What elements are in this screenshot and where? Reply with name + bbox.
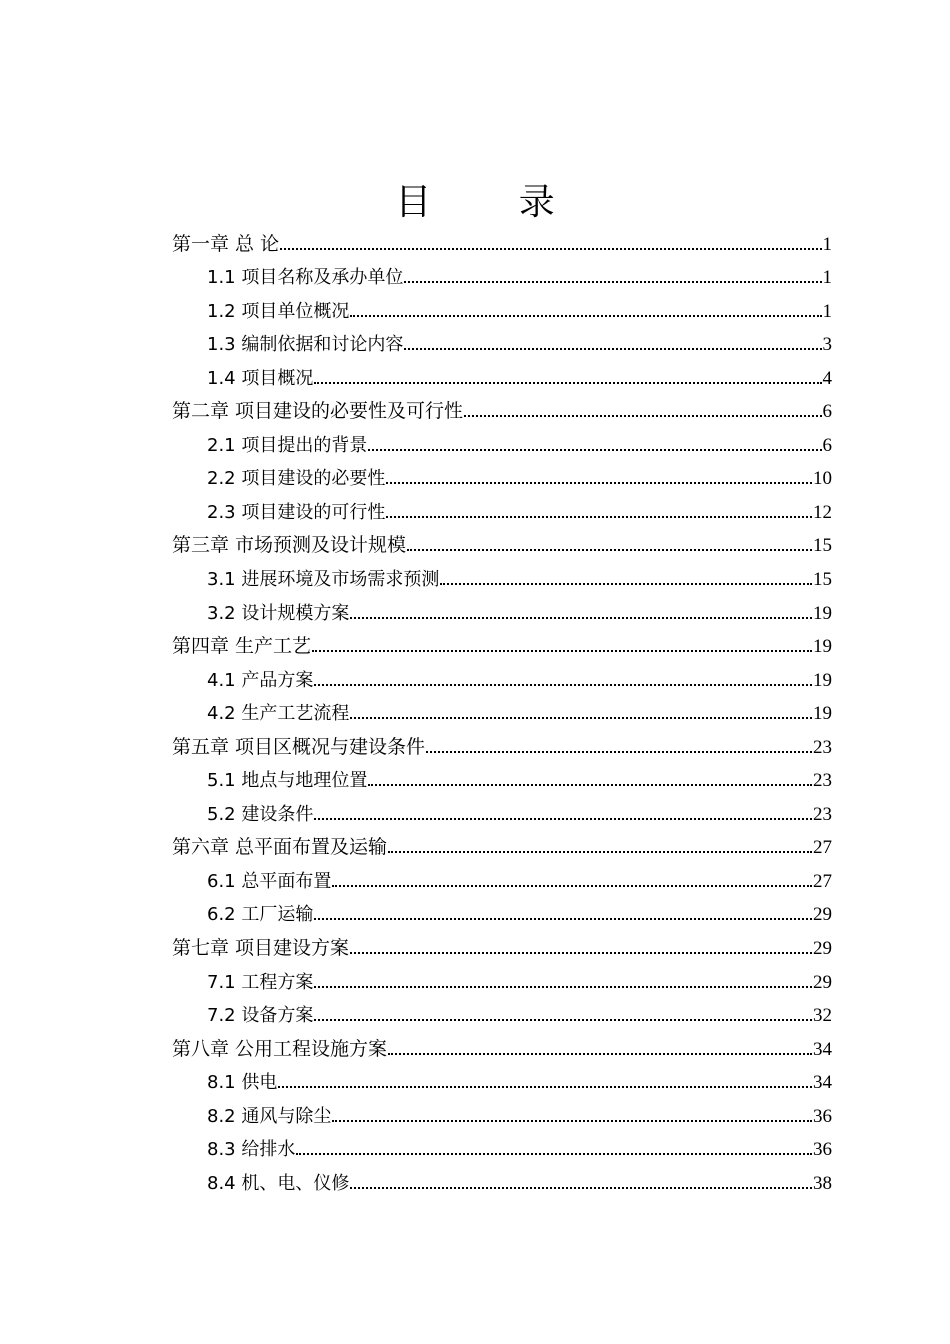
dot-leader — [386, 482, 812, 484]
toc-entry[interactable] — [172, 1165, 832, 1199]
toc-entry-page: 10 — [813, 468, 832, 490]
toc-entry-label: 3.2 设计规模方案 — [207, 602, 350, 624]
toc-entry-page: 32 — [813, 1005, 832, 1027]
dot-leader — [386, 516, 812, 518]
page-title: 目 录 — [395, 182, 593, 223]
dot-leader — [350, 1187, 812, 1189]
toc-entry[interactable] — [172, 998, 832, 1032]
dot-leader — [426, 751, 812, 753]
toc-entry[interactable] — [172, 863, 832, 897]
toc-entry-label: 第七章 项目建设方案 — [172, 937, 350, 960]
toc-entry[interactable] — [172, 964, 832, 998]
toc-entry-page: 4 — [822, 367, 832, 389]
toc-entry-label: 1.1 项目名称及承办单位 — [207, 267, 404, 289]
toc-entry-page: 1 — [822, 267, 832, 289]
toc-entry-label: 2.1 项目提出的背景 — [207, 434, 368, 456]
toc-entry[interactable] — [172, 696, 832, 730]
toc-entry[interactable] — [172, 461, 832, 495]
toc-entry-page: 3 — [822, 334, 832, 356]
toc-entry-label: 1.2 项目单位概况 — [207, 300, 350, 322]
toc-entry-page: 1 — [822, 300, 832, 322]
toc-entry[interactable] — [172, 1132, 832, 1166]
toc-entry-label: 第一章 总 论 — [172, 232, 280, 255]
toc-entry[interactable] — [172, 427, 832, 461]
toc-entry-label: 第五章 项目区概况与建设条件 — [172, 735, 426, 758]
toc-entry[interactable] — [172, 629, 832, 663]
toc-entry[interactable] — [172, 897, 832, 931]
dot-leader — [332, 885, 812, 887]
dot-leader — [404, 348, 821, 350]
toc-entry-page: 23 — [813, 770, 832, 792]
toc-entry-page: 29 — [813, 971, 832, 993]
toc-entry-page: 29 — [813, 938, 832, 960]
dot-leader — [440, 583, 812, 585]
toc-entry-page: 34 — [813, 1072, 832, 1094]
toc-entry-label: 2.3 项目建设的可行性 — [207, 501, 386, 523]
dot-leader — [350, 717, 812, 719]
table-of-contents — [172, 226, 832, 1199]
toc-entry-label: 8.2 通风与除尘 — [207, 1105, 332, 1127]
toc-entry-label: 1.3 编制依据和讨论内容 — [207, 334, 404, 356]
dot-leader — [314, 918, 812, 920]
dot-leader — [350, 617, 812, 619]
toc-entry-label: 第四章 生产工艺 — [172, 635, 312, 658]
toc-entry-label: 第二章 项目建设的必要性及可行性 — [172, 400, 464, 423]
dot-leader — [312, 650, 812, 652]
dot-leader — [278, 1086, 812, 1088]
toc-entry-page: 36 — [813, 1139, 832, 1161]
toc-entry-page: 34 — [813, 1038, 832, 1060]
toc-entry[interactable] — [172, 796, 832, 830]
toc-entry-label: 3.1 进展环境及市场需求预测 — [207, 569, 440, 591]
toc-entry-label: 第八章 公用工程设施方案 — [172, 1037, 388, 1060]
dot-leader — [314, 382, 821, 384]
toc-entry-page: 23 — [813, 803, 832, 825]
toc-entry-label: 第六章 总平面布置及运输 — [172, 836, 388, 859]
toc-entry-label: 7.2 设备方案 — [207, 1005, 314, 1027]
dot-leader — [388, 1053, 812, 1055]
toc-entry-page: 1 — [822, 233, 832, 255]
toc-entry[interactable] — [172, 226, 832, 260]
toc-entry-label: 6.2 工厂运输 — [207, 904, 314, 926]
toc-entry-label: 4.1 产品方案 — [207, 669, 314, 691]
dot-leader — [368, 449, 821, 451]
toc-entry-page: 12 — [813, 501, 832, 523]
toc-entry[interactable] — [172, 1098, 832, 1132]
dot-leader — [350, 315, 821, 317]
dot-leader — [388, 851, 812, 853]
toc-entry-label: 第三章 市场预测及设计规模 — [172, 534, 407, 557]
dot-leader — [350, 952, 812, 954]
toc-entry-page: 19 — [813, 669, 832, 691]
toc-entry[interactable] — [172, 293, 832, 327]
toc-entry-page: 23 — [813, 736, 832, 758]
dot-leader — [314, 1019, 812, 1021]
toc-entry-label: 5.1 地点与地理位置 — [207, 770, 368, 792]
toc-entry[interactable] — [172, 729, 832, 763]
toc-entry-page: 29 — [813, 904, 832, 926]
toc-entry-page: 19 — [813, 703, 832, 725]
toc-entry-page: 15 — [813, 569, 832, 591]
toc-entry[interactable] — [172, 260, 832, 294]
toc-entry-page: 15 — [813, 535, 832, 557]
toc-entry-page: 36 — [813, 1105, 832, 1127]
toc-entry[interactable] — [172, 394, 832, 428]
dot-leader — [407, 549, 812, 551]
toc-entry-page: 6 — [822, 401, 832, 423]
toc-entry-page: 19 — [813, 602, 832, 624]
dot-leader — [464, 415, 821, 417]
toc-entry[interactable] — [172, 360, 832, 394]
toc-entry[interactable] — [172, 561, 832, 595]
dot-leader — [404, 281, 821, 283]
toc-entry-page: 27 — [813, 870, 832, 892]
dot-leader — [314, 818, 812, 820]
toc-entry[interactable] — [172, 494, 832, 528]
toc-entry-page: 38 — [813, 1172, 832, 1194]
toc-entry-page: 19 — [813, 636, 832, 658]
toc-entry[interactable] — [172, 1065, 832, 1099]
toc-entry-label: 8.4 机、电、仪修 — [207, 1172, 350, 1194]
dot-leader — [280, 248, 821, 250]
dot-leader — [296, 1153, 812, 1155]
dot-leader — [332, 1120, 812, 1122]
toc-entry[interactable] — [172, 662, 832, 696]
toc-entry-page: 6 — [822, 434, 832, 456]
toc-entry[interactable] — [172, 595, 832, 629]
toc-entry-label: 2.2 项目建设的必要性 — [207, 468, 386, 490]
dot-leader — [314, 986, 812, 988]
toc-entry-label: 5.2 建设条件 — [207, 803, 314, 825]
toc-entry-label: 1.4 项目概况 — [207, 367, 314, 389]
toc-entry-label: 8.3 给排水 — [207, 1139, 296, 1161]
toc-entry[interactable] — [172, 930, 832, 964]
toc-entry-label: 7.1 工程方案 — [207, 971, 314, 993]
toc-entry[interactable] — [172, 1031, 832, 1065]
toc-entry-label: 8.1 供电 — [207, 1072, 278, 1094]
toc-entry-label: 4.2 生产工艺流程 — [207, 703, 350, 725]
toc-entry-label: 6.1 总平面布置 — [207, 870, 332, 892]
toc-entry-page: 27 — [813, 837, 832, 859]
dot-leader — [314, 684, 812, 686]
dot-leader — [368, 784, 812, 786]
toc-entry[interactable] — [172, 763, 832, 797]
toc-entry[interactable] — [172, 327, 832, 361]
toc-entry[interactable] — [172, 528, 832, 562]
toc-entry[interactable] — [172, 830, 832, 864]
